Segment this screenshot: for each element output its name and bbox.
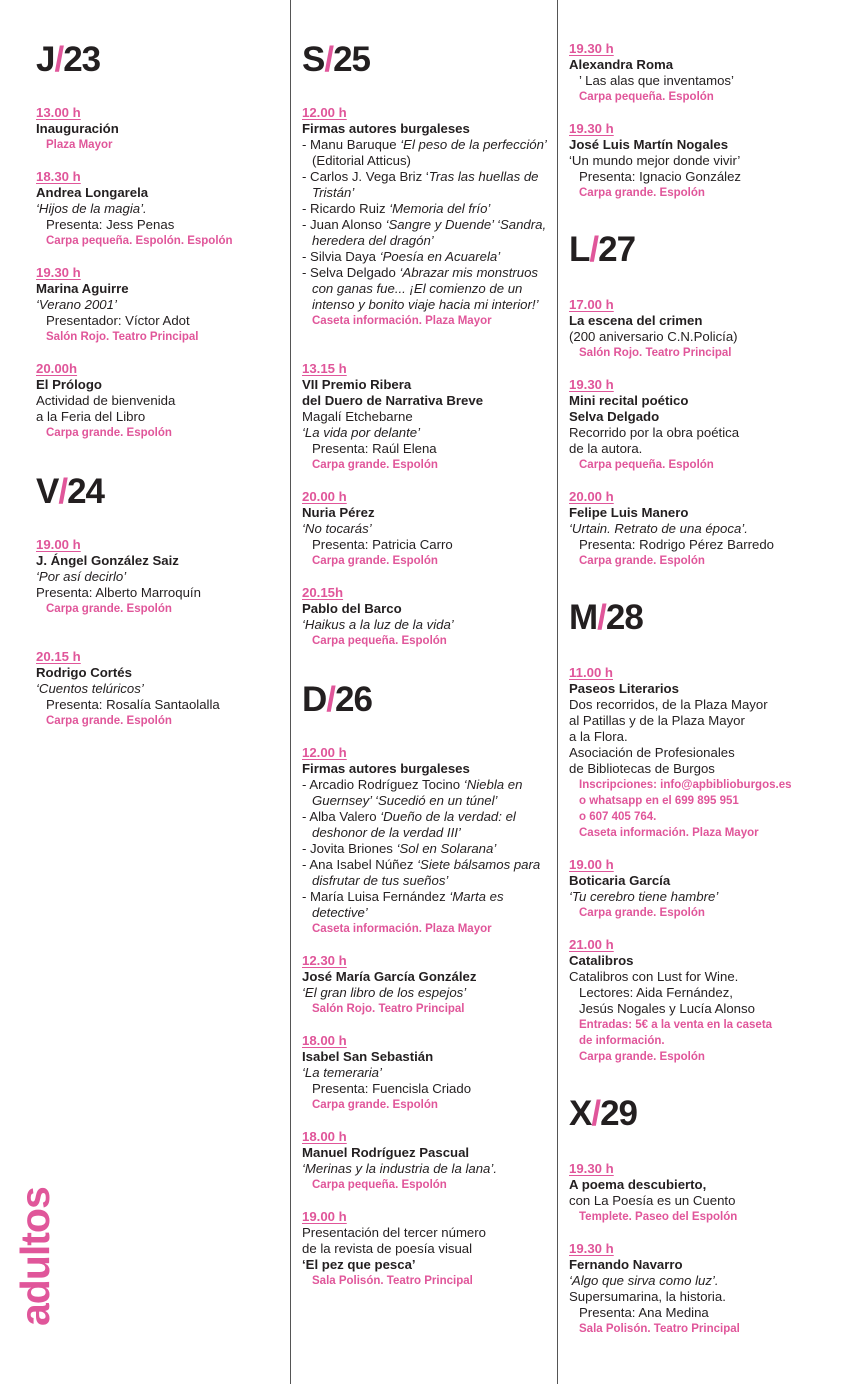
event-time: 12.30 h (302, 953, 347, 968)
event-work: ‘Haikus a la luz de la vida’ (302, 617, 454, 632)
event-presenter: Presenta: Rosalía Santaolalla (46, 697, 220, 712)
event-location: Plaza Mayor (46, 139, 113, 151)
author-item: - Juan Alonso ‘Sangre y Duende’ ‘Sandra, heredera del dragón’ (302, 217, 547, 248)
event-time: 20.00h (36, 361, 78, 376)
event-title: A poema descubierto, (569, 1177, 707, 1192)
event-location: Carpa pequeña. Espolón (312, 1179, 447, 1191)
event-title: del Duero de Narrativa Breve (302, 393, 484, 408)
event-work: ‘La temeraria’ (302, 1065, 382, 1080)
day-heading-j23: J/23 (36, 40, 101, 79)
event-presenter: Presentador: Víctor Adot (46, 313, 190, 328)
event-time: 18.00 h (302, 1129, 347, 1144)
event-manuel-rodriguez (302, 1129, 497, 1193)
event-work: ‘La vida por delante’ (302, 425, 421, 440)
event-location: Salón Rojo. Teatro Principal (46, 331, 199, 343)
event-location: Carpa grande. Espolón (579, 187, 705, 199)
event-location: Carpa grande. Espolón (579, 555, 705, 567)
event-description: a la Feria del Libro (36, 409, 146, 424)
event-boticaria-garcia (569, 857, 718, 921)
event-title: Catalibros (569, 953, 634, 968)
event-registration: o whatsapp en el 699 895 951 (579, 795, 739, 807)
event-time: 20.15 h (36, 649, 81, 664)
event-time: 21.00 h (569, 937, 614, 952)
event-location: Caseta información. Plaza Mayor (312, 923, 492, 935)
event-description: Jesús Nogales y Lucía Alonso (579, 1001, 755, 1016)
event-location: Carpa grande. Espolón (46, 715, 172, 727)
event-description: Presentación del tercer número (302, 1225, 486, 1240)
event-work: ‘El gran libro de los espejos’ (302, 985, 467, 1000)
event-title: La escena del crimen (569, 313, 703, 328)
day-heading-v24: V/24 (36, 472, 105, 511)
event-firmas-autores-d26 (302, 745, 552, 937)
event-title: Boticaria García (569, 873, 671, 888)
event-catalibros (569, 937, 772, 1065)
event-time: 19.30 h (569, 377, 614, 392)
event-description: Actividad de bienvenida (36, 393, 176, 408)
event-title: Rodrigo Cortés (36, 665, 132, 680)
event-marina-aguirre (36, 265, 199, 345)
day-heading-l27: L/27 (569, 230, 636, 269)
event-work: ’ Las alas que inventamos’ (579, 73, 734, 88)
event-el-prologo (36, 361, 175, 441)
event-location: Carpa pequeña. Espolón. Espolón (46, 235, 233, 247)
event-description: Recorrido por la obra poética (569, 425, 740, 440)
event-location: Carpa grande. Espolón (312, 555, 438, 567)
event-isabel-san-sebastian (302, 1033, 471, 1113)
author-item: - Selva Delgado ‘Abrazar mis monstruos con ganas fue... ¡El comienzo de un intenso y bonito viaje hacia mi interior!’ (302, 265, 539, 312)
event-time: 19.30 h (569, 121, 614, 136)
event-location: Carpa pequeña. Espolón (312, 635, 447, 647)
event-title: Inauguración (36, 121, 119, 136)
event-time: 19.00 h (302, 1209, 347, 1224)
event-alexandra-roma (569, 41, 734, 105)
event-jose-maria-garcia (302, 953, 476, 1017)
event-premio-ribera (302, 361, 483, 473)
column-divider-left (290, 0, 291, 1384)
event-title: Firmas autores burgaleses (302, 761, 470, 776)
event-location: Carpa pequeña. Espolón (579, 459, 714, 471)
event-title: Alexandra Roma (569, 57, 674, 72)
event-title: Selva Delgado (569, 409, 660, 424)
event-title: ‘El pez que pesca’ (302, 1257, 416, 1272)
event-el-pez-que-pesca (302, 1209, 486, 1289)
event-description: Asociación de Profesionales (569, 745, 735, 760)
event-title: Isabel San Sebastián (302, 1049, 434, 1064)
day-heading-s25: S/25 (302, 40, 371, 79)
author-item: - Carlos J. Vega Briz ‘Tras las huellas de Tristán’ (302, 169, 539, 200)
event-ticket-note: Entradas: 5€ a la venta en la caseta (579, 1019, 773, 1031)
event-time: 11.00 h (569, 665, 613, 680)
event-time: 20.00 h (302, 489, 347, 504)
event-rodrigo-cortes (36, 649, 220, 729)
event-felipe-luis-manero (569, 489, 774, 569)
author-item: - Ana Isabel Núñez ‘Siete bálsamos para disfrutar de tus sueños’ (302, 857, 541, 888)
event-escena-del-crimen (569, 297, 738, 361)
event-presenter: Presenta: Ignacio González (579, 169, 742, 184)
event-location: Templete. Paseo del Espolón (579, 1211, 738, 1223)
event-time: 19.30 h (569, 1161, 614, 1176)
event-work: ‘Hijos de la magia’. (36, 201, 147, 216)
event-title: Pablo del Barco (302, 601, 402, 616)
event-location: Sala Polisón. Teatro Principal (579, 1323, 740, 1335)
event-location: Caseta información. Plaza Mayor (312, 315, 492, 327)
event-work: ‘Un mundo mejor donde vivir’ (569, 153, 741, 168)
event-description: a la Flora. (569, 729, 628, 744)
event-andrea-longarela (36, 169, 233, 249)
event-title: Paseos Literarios (569, 681, 679, 696)
section-label-adultos: adultos (12, 1187, 58, 1326)
event-description: con La Poesía es un Cuento (569, 1193, 736, 1208)
event-title: Nuria Pérez (302, 505, 375, 520)
event-title: El Prólogo (36, 377, 102, 392)
event-description: de la autora. (569, 441, 643, 456)
event-work: ‘Merinas y la industria de la lana’. (302, 1161, 497, 1176)
day-heading-m28: M/28 (569, 598, 643, 637)
author-item: - Ricardo Ruiz ‘Memoria del frío’ (302, 201, 491, 216)
event-presenter: Presenta: Patricia Carro (312, 537, 453, 552)
event-description: de la revista de poesía visual (302, 1241, 473, 1256)
event-time: 19.30 h (36, 265, 81, 280)
event-work: ‘Urtain. Retrato de una época’. (569, 521, 748, 536)
event-presenter: Presenta: Raúl Elena (312, 441, 437, 456)
author-item: - Manu Baruque ‘El peso de la perfección’ (Editorial Atticus) (302, 137, 547, 168)
day-heading-x29: X/29 (569, 1094, 638, 1133)
event-location: Carpa grande. Espolón (312, 459, 438, 471)
event-time: 12.00 h (302, 745, 347, 760)
event-description: Lectores: Aida Fernández, (579, 985, 733, 1000)
event-time: 17.00 h (569, 297, 614, 312)
day-heading-d26: D/26 (302, 680, 372, 719)
event-location: Carpa pequeña. Espolón (579, 91, 714, 103)
event-location: Carpa grande. Espolón (579, 1051, 705, 1063)
event-description: Catalibros con Lust for Wine. (569, 969, 739, 984)
event-presenter: Presenta: Fuencisla Criado (312, 1081, 472, 1096)
event-location: Carpa grande. Espolón (46, 603, 172, 615)
event-description: Supersumarina, la historia. (569, 1289, 726, 1304)
event-work: ‘Cuentos telúricos’ (36, 681, 144, 696)
event-registration: Inscripciones: info@apbiblioburgos.es (579, 779, 792, 791)
event-presenter: Presenta: Jess Penas (46, 217, 175, 232)
event-description: (200 aniversario C.N.Policía) (569, 329, 738, 344)
event-work: ‘No tocarás’ (302, 521, 372, 536)
event-title: Firmas autores burgaleses (302, 121, 470, 136)
event-time: 12.00 h (302, 105, 347, 120)
event-nuria-perez (302, 489, 453, 569)
event-time: 13.00 h (36, 105, 81, 120)
event-location: Caseta información. Plaza Mayor (579, 827, 759, 839)
event-location: Carpa grande. Espolón (579, 907, 705, 919)
event-location: Salón Rojo. Teatro Principal (579, 347, 732, 359)
event-presenter: Presenta: Ana Medina (579, 1305, 709, 1320)
event-pablo-del-barco (302, 585, 454, 649)
event-paseos-literarios (569, 665, 792, 841)
author-item: - Silvia Daya ‘Poesía en Acuarela’ (302, 249, 501, 264)
event-location: Salón Rojo. Teatro Principal (312, 1003, 465, 1015)
event-ticket-note: de información. (579, 1035, 665, 1047)
event-fernando-navarro (569, 1241, 740, 1337)
event-location: Sala Polisón. Teatro Principal (312, 1275, 473, 1287)
event-time: 19.00 h (569, 857, 614, 872)
event-title: José Luis Martín Nogales (569, 137, 729, 152)
event-firmas-autores-s25 (302, 105, 550, 329)
event-location: Carpa grande. Espolón (312, 1099, 438, 1111)
column-divider-right (557, 0, 558, 1384)
event-author: Magalí Etchebarne (302, 409, 413, 424)
event-title: Felipe Luis Manero (569, 505, 689, 520)
event-location: Carpa grande. Espolón (46, 427, 172, 439)
event-time: 20.00 h (569, 489, 614, 504)
author-item: - María Luisa Fernández ‘Marta es detective’ (302, 889, 504, 920)
event-a-poema-descubierto (569, 1161, 737, 1225)
event-work: ‘Por así decirlo’ (36, 569, 127, 584)
event-time: 19.00 h (36, 537, 81, 552)
event-time: 19.30 h (569, 1241, 614, 1256)
event-time: 19.30 h (569, 41, 614, 56)
event-title: Marina Aguirre (36, 281, 129, 296)
event-work: ‘Algo que sirva como luz’. (569, 1273, 719, 1288)
event-description: al Patillas y de la Plaza Mayor (569, 713, 745, 728)
event-title: Andrea Longarela (36, 185, 149, 200)
event-inauguracion (36, 105, 119, 153)
event-description: de Bibliotecas de Burgos (569, 761, 715, 776)
event-work: ‘Verano 2001’ (36, 297, 117, 312)
event-title: J. Ángel González Saiz (36, 553, 179, 568)
event-mini-recital (569, 377, 739, 473)
event-time: 18.00 h (302, 1033, 347, 1048)
event-title: Mini recital poético (569, 393, 689, 408)
event-work: ‘Tu cerebro tiene hambre’ (569, 889, 719, 904)
event-angel-gonzalez-saiz (36, 537, 201, 617)
event-time: 20.15h (302, 585, 344, 600)
event-registration: o 607 405 764. (579, 811, 657, 823)
event-title: José María García González (302, 969, 477, 984)
author-item: - Jovita Briones ‘Sol en Solarana’ (302, 841, 497, 856)
event-title: Fernando Navarro (569, 1257, 683, 1272)
event-presenter: Presenta: Alberto Marroquín (36, 585, 201, 600)
event-description: Dos recorridos, de la Plaza Mayor (569, 697, 768, 712)
event-time: 18.30 h (36, 169, 81, 184)
author-item: - Alba Valero ‘Dueño de la verdad: el deshonor de la verdad III’ (302, 809, 516, 840)
author-item: - Arcadio Rodríguez Tocino ‘Niebla en Guernsey’ ‘Sucedió en un túnel’ (302, 777, 523, 808)
event-presenter: Presenta: Rodrigo Pérez Barredo (579, 537, 774, 552)
event-title: Manuel Rodríguez Pascual (302, 1145, 470, 1160)
event-time: 13.15 h (302, 361, 347, 376)
event-jose-luis-martin (569, 121, 741, 201)
event-title: VII Premio Ribera (302, 377, 412, 392)
